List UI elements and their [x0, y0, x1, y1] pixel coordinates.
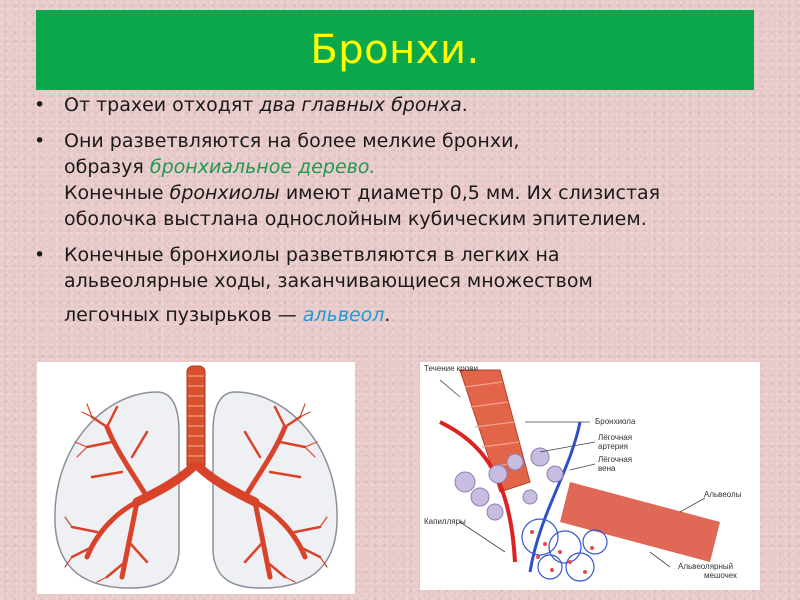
- bullet-2-line-2-pre: образуя: [64, 156, 150, 178]
- bullet-1-emphasis: два главных бронха: [259, 94, 462, 116]
- bullet-2-line-3-post: имеют диаметр 0,5 мм. Их слизистая: [279, 182, 661, 204]
- bullet-3-line-3-pre: легочных пузырьков —: [64, 304, 303, 326]
- bullet-2-line-1: Они разветвляются на более мелкие бронхи,: [64, 130, 520, 152]
- label-sac-1: Альвеолярный: [678, 562, 734, 571]
- bullet-2-line-4: оболочка выстлана однослойным кубическим эпителием.: [64, 208, 647, 230]
- alveoli-term: альвеол: [302, 304, 385, 326]
- label-blood-flow: Течение крови: [424, 364, 478, 373]
- bronchial-tree-term: бронхиальное дерево.: [149, 156, 376, 178]
- lungs-illustration: [37, 362, 355, 594]
- bullet-3-line-3-post: .: [384, 304, 391, 326]
- bullet-item-1: [28, 92, 788, 118]
- label-bronchiole: Бронхиола: [595, 417, 636, 426]
- bullet-item-3: [28, 242, 788, 328]
- label-sac-2: мешочек: [704, 571, 737, 580]
- title-bar: [36, 10, 754, 90]
- label-vein-2: вена: [598, 464, 616, 473]
- bullet-dot-icon: •: [34, 130, 46, 152]
- label-vein-1: Лёгочная: [598, 455, 633, 464]
- bullet-dot-icon: •: [34, 244, 46, 266]
- bullet-1-end: .: [461, 94, 468, 116]
- bullet-list: [28, 92, 788, 338]
- alveoli-image: [420, 362, 760, 590]
- slide-title: Бронхи.: [310, 27, 480, 73]
- bullet-2-line-3-pre: Конечные: [64, 182, 170, 204]
- label-alveoli: Альвеолы: [704, 490, 742, 499]
- label-artery-2: артерия: [598, 442, 628, 451]
- label-capillaries: Капилляры: [424, 517, 466, 526]
- bronchial-tree-image: [37, 362, 355, 594]
- alveoli-illustration: [420, 362, 760, 590]
- bullet-dot-icon: •: [34, 94, 46, 116]
- bullet-3-line-2: альвеолярные ходы, заканчивающиеся множеством: [64, 270, 593, 292]
- bullet-3-line-3: [64, 302, 788, 328]
- bullet-3-line-1: Конечные бронхиолы разветвляются в легких на: [64, 244, 560, 266]
- label-artery-1: Лёгочная: [598, 433, 633, 442]
- trachea-shape: [187, 366, 205, 470]
- bullet-item-2: [28, 128, 788, 232]
- alveolar-duct-shape: [560, 482, 720, 562]
- bullet-1-text: От трахеи отходят: [64, 94, 260, 116]
- bronchioles-term: бронхиолы: [169, 182, 280, 204]
